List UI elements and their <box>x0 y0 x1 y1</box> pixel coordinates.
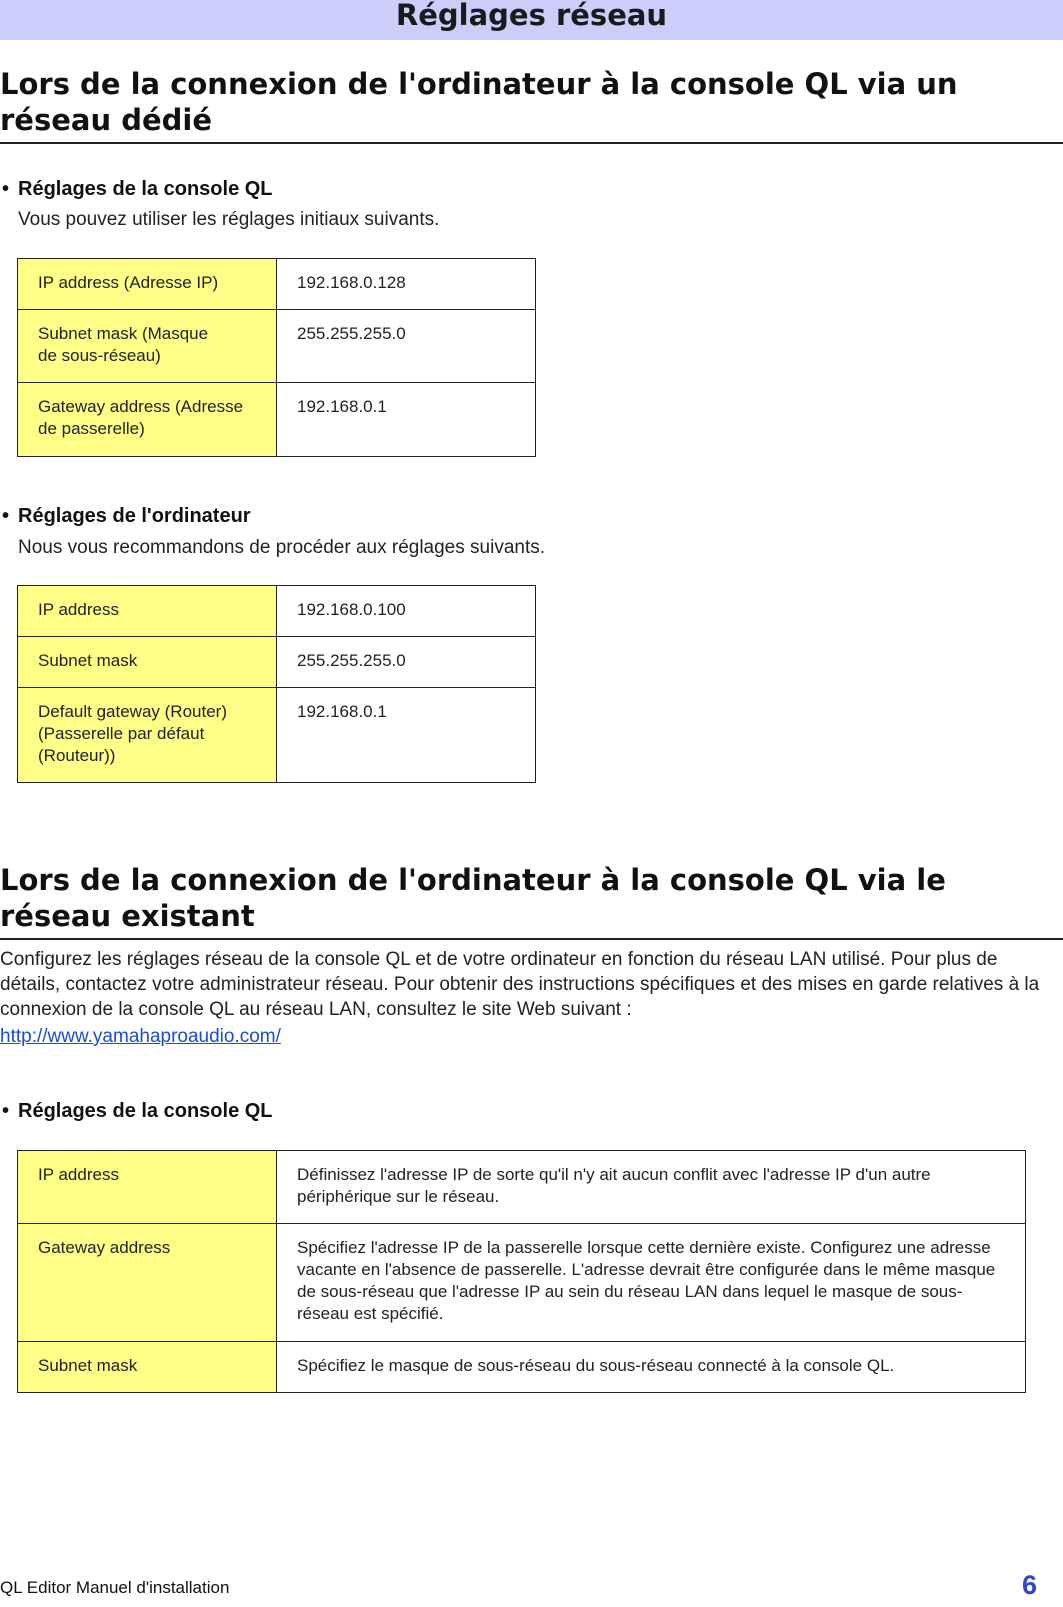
table-row <box>18 1151 1026 1224</box>
console-settings-title: Réglages de la console QL <box>18 178 273 200</box>
setting-value: 192.168.0.100 <box>277 586 536 637</box>
page-banner-title: Réglages réseau <box>0 0 1063 40</box>
setting-name: Gateway address <box>18 1224 277 1342</box>
table-row <box>18 688 536 783</box>
table-row <box>18 586 536 637</box>
table-row <box>18 310 536 383</box>
existing-network-paragraph: Configurez les réglages réseau de la console QL et de votre ordinateur en fonction du réseau LAN utilisé. Pour plus de détails, contactez votre administrateur réseau. Pour obtenir des instructions spécifiques et des mises en garde relatives à la connexion de la console QL au réseau LAN, consultez le site Web suivant : <box>0 949 1040 1020</box>
setting-value: 192.168.0.1 <box>277 688 536 783</box>
yamaha-proaudio-link[interactable]: http://www.yamahaproaudio.com/ <box>0 1026 281 1047</box>
computer-settings-title: Réglages de l'ordinateur <box>18 505 251 527</box>
section-heading-dedicated-network: Lors de la connexion de l'ordinateur à la console QL via un réseau dédié <box>0 66 1063 144</box>
console-settings-intro: Vous pouvez utiliser les réglages initiaux suivants. <box>18 209 440 230</box>
setting-name: Subnet mask (Masque de sous-réseau) <box>18 310 277 383</box>
setting-name: IP address (Adresse IP) <box>18 259 277 310</box>
setting-name: Default gateway (Router) (Passerelle par défaut (Routeur)) <box>18 688 277 783</box>
computer-settings-table <box>17 585 536 783</box>
table-row <box>18 1342 1026 1393</box>
table-row <box>18 637 536 688</box>
console-settings-heading <box>2 177 273 201</box>
setting-value: 192.168.0.128 <box>277 259 536 310</box>
setting-name: Subnet mask <box>18 637 277 688</box>
setting-name: Subnet mask <box>18 1342 277 1393</box>
setting-value: 255.255.255.0 <box>277 310 536 383</box>
setting-value: 255.255.255.0 <box>277 637 536 688</box>
table-row <box>18 383 536 457</box>
bullet-icon: • <box>2 1100 10 1122</box>
table-row <box>18 1224 1026 1342</box>
console-settings-heading-2 <box>2 1099 273 1123</box>
console-settings-title-2: Réglages de la console QL <box>18 1100 273 1122</box>
setting-name: Gateway address (Adresse de passerelle) <box>18 383 277 457</box>
computer-settings-heading <box>2 504 251 528</box>
table-row <box>18 259 536 310</box>
computer-settings-intro: Nous vous recommandons de procéder aux réglages suivants. <box>18 537 546 558</box>
footer-document-title: QL Editor Manuel d'installation <box>0 1578 230 1597</box>
section-heading-existing-network: Lors de la connexion de l'ordinateur à la console QL via le réseau existant <box>0 862 1063 940</box>
setting-name: IP address <box>18 586 277 637</box>
bullet-icon: • <box>2 178 10 200</box>
setting-description: Spécifiez le masque de sous-réseau du sous-réseau connecté à la console QL. <box>277 1342 1026 1393</box>
existing-network-console-table <box>17 1150 1026 1393</box>
console-settings-table <box>17 258 536 457</box>
setting-value: 192.168.0.1 <box>277 383 536 457</box>
bullet-icon: • <box>2 505 10 527</box>
setting-description: Définissez l'adresse IP de sorte qu'il n'y ait aucun conflit avec l'adresse IP d'un autre périphérique sur le réseau. <box>277 1151 1026 1224</box>
setting-name: IP address <box>18 1151 277 1224</box>
setting-description: Spécifiez l'adresse IP de la passerelle lorsque cette dernière existe. Configurez une adresse vacante en l'absence de passerelle. L'adresse devrait être configurée dans le même masque de sous-réseau que l'adresse IP au sein du réseau LAN dans lequel le masque de sous-réseau est spécifié. <box>277 1224 1026 1342</box>
page-number: 6 <box>1021 1570 1037 1600</box>
